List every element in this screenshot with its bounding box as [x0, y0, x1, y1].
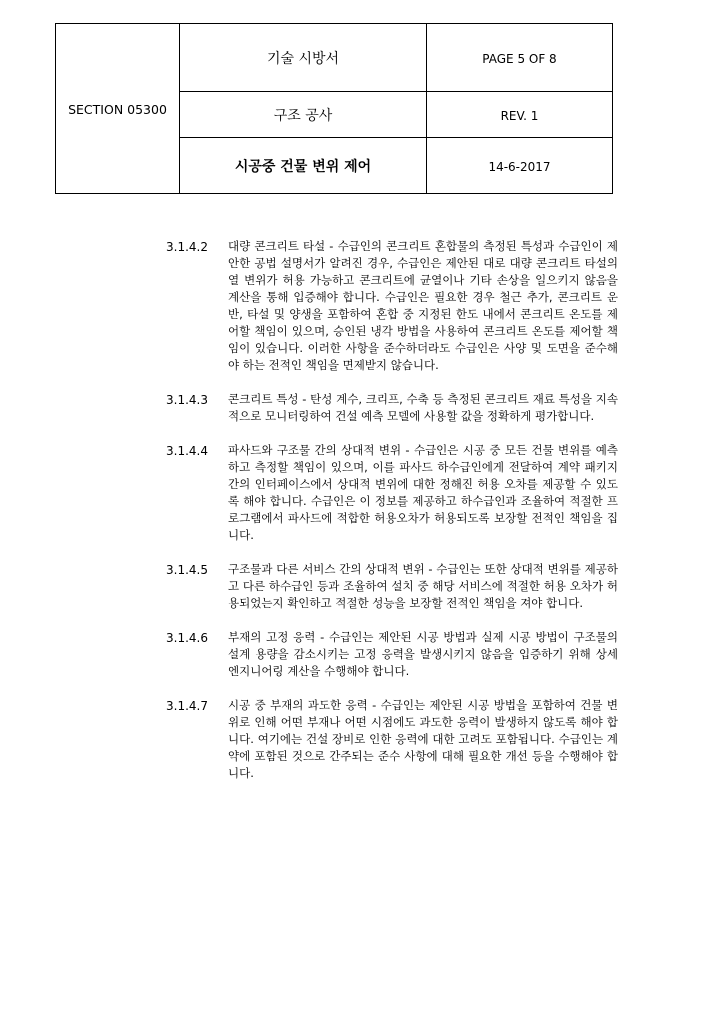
page-cell [427, 24, 613, 92]
title-cell [180, 24, 427, 92]
clause-text: 시공 중 부재의 과도한 응력 - 수급인는 제안된 시공 방법을 포함하여 건물 변위로 인해 어떤 부재나 어떤 시점에도 과도한 응력이 발생하지 않도록 해야 합니다. 여기에는 건설 장비로 인한 응력에 대한 고려도 포함됩니다. 수급인는 계약에 포함된 것으로 간주되는 준수 사항에 대해 필요한 개선 등을 수행해야 합니다. [228, 698, 618, 780]
clause-text: 파사드와 구조물 간의 상대적 변위 - 수급인은 시공 중 모든 건물 변위를 예측하고 측정할 책임이 있으며, 이를 파사드 하수급인에게 전달하여 계약 패키지 간의 인터페이스에서 상대적 변위에 대한 정해진 허용 오차를 제공할 수 있도록 해야 합니다. 수급인은 이 정보를 제공하고 하수급인과 조율하여 적절한 프로그램에서 파사드에 적합한 허용오차가 허용되도록 보장할 전적인 책임을 집니다. [228, 443, 618, 542]
clause-number: 3.1.4.3 [166, 393, 208, 407]
page-number: PAGE 5 OF 8 [482, 52, 557, 66]
heading-cell [180, 138, 427, 194]
document-date: 14-6-2017 [488, 160, 551, 174]
section-cell [56, 24, 180, 194]
revision: REV. 1 [500, 109, 539, 123]
document-body [166, 238, 618, 799]
date-cell [427, 138, 613, 194]
clause-number: 3.1.4.6 [166, 631, 208, 645]
clause-3-1-4-4 [166, 442, 618, 544]
header-table [55, 23, 613, 194]
clause-text: 대량 콘크리트 타설 - 수급인의 콘크리트 혼합물의 측정된 특성과 수급인이 제안한 공법 설명서가 알려진 경우, 수급인은 제안된 대로 대량 콘크리트 타설의 열 변위가 허용 가능하고 콘크리트에 균열이나 기타 손상을 일으키지 않음을 계산을 통해 입증해야 합니다. 수급인은 필요한 경우 철근 추가, 콘크리트 운반, 타설 및 양생을 포함하여 혼합 중 지정된 한도 내에서 콘크리트 온도를 제어할 책임이 있으며, 승인된 냉각 방법을 사용하여 콘크리트 온도를 제어할 책임이 있습니다. 이러한 사항을 준수하더라도 수급인은 사양 및 도면을 준수해야 하는 전적인 책임을 면제받지 않습니다. [228, 239, 618, 372]
document-subtitle: 구조 공사 [273, 107, 333, 124]
section-label: SECTION 05300 [68, 102, 167, 117]
clause-number: 3.1.4.4 [166, 444, 208, 458]
clause-number: 3.1.4.5 [166, 563, 208, 577]
clause-3-1-4-7 [166, 697, 618, 782]
clause-3-1-4-6 [166, 629, 618, 680]
clause-3-1-4-3 [166, 391, 618, 425]
subtitle-cell [180, 92, 427, 138]
clause-number: 3.1.4.7 [166, 699, 208, 713]
clause-number: 3.1.4.2 [166, 240, 208, 254]
clause-text: 부재의 고정 응력 - 수급인는 제안된 시공 방법과 실제 시공 방법이 구조물의 설계 용량을 감소시키는 고정 응력을 발생시키지 않음을 입증하기 위해 상세 엔지니어링 계산을 수행해야 합니다. [228, 630, 618, 678]
clause-text: 콘크리트 특성 - 탄성 계수, 크리프, 수축 등 측정된 콘크리트 재료 특성을 지속적으로 모니터링하여 건설 예측 모델에 사용할 값을 정확하게 평가합니다. [228, 392, 618, 423]
section-heading: 시공중 건물 변위 제어 [234, 158, 372, 175]
clause-3-1-4-2 [166, 238, 618, 374]
rev-cell [427, 92, 613, 138]
document-title: 기술 시방서 [266, 50, 340, 67]
clause-text: 구조물과 다른 서비스 간의 상대적 변위 - 수급인는 또한 상대적 변위를 제공하고 다른 하수급인 등과 조율하여 설치 중 해당 서비스에 적절한 허용 오차가 허용되었는지 확인하고 적절한 성능을 보장할 전적인 책임을 져야 합니다. [228, 562, 618, 610]
clause-3-1-4-5 [166, 561, 618, 612]
